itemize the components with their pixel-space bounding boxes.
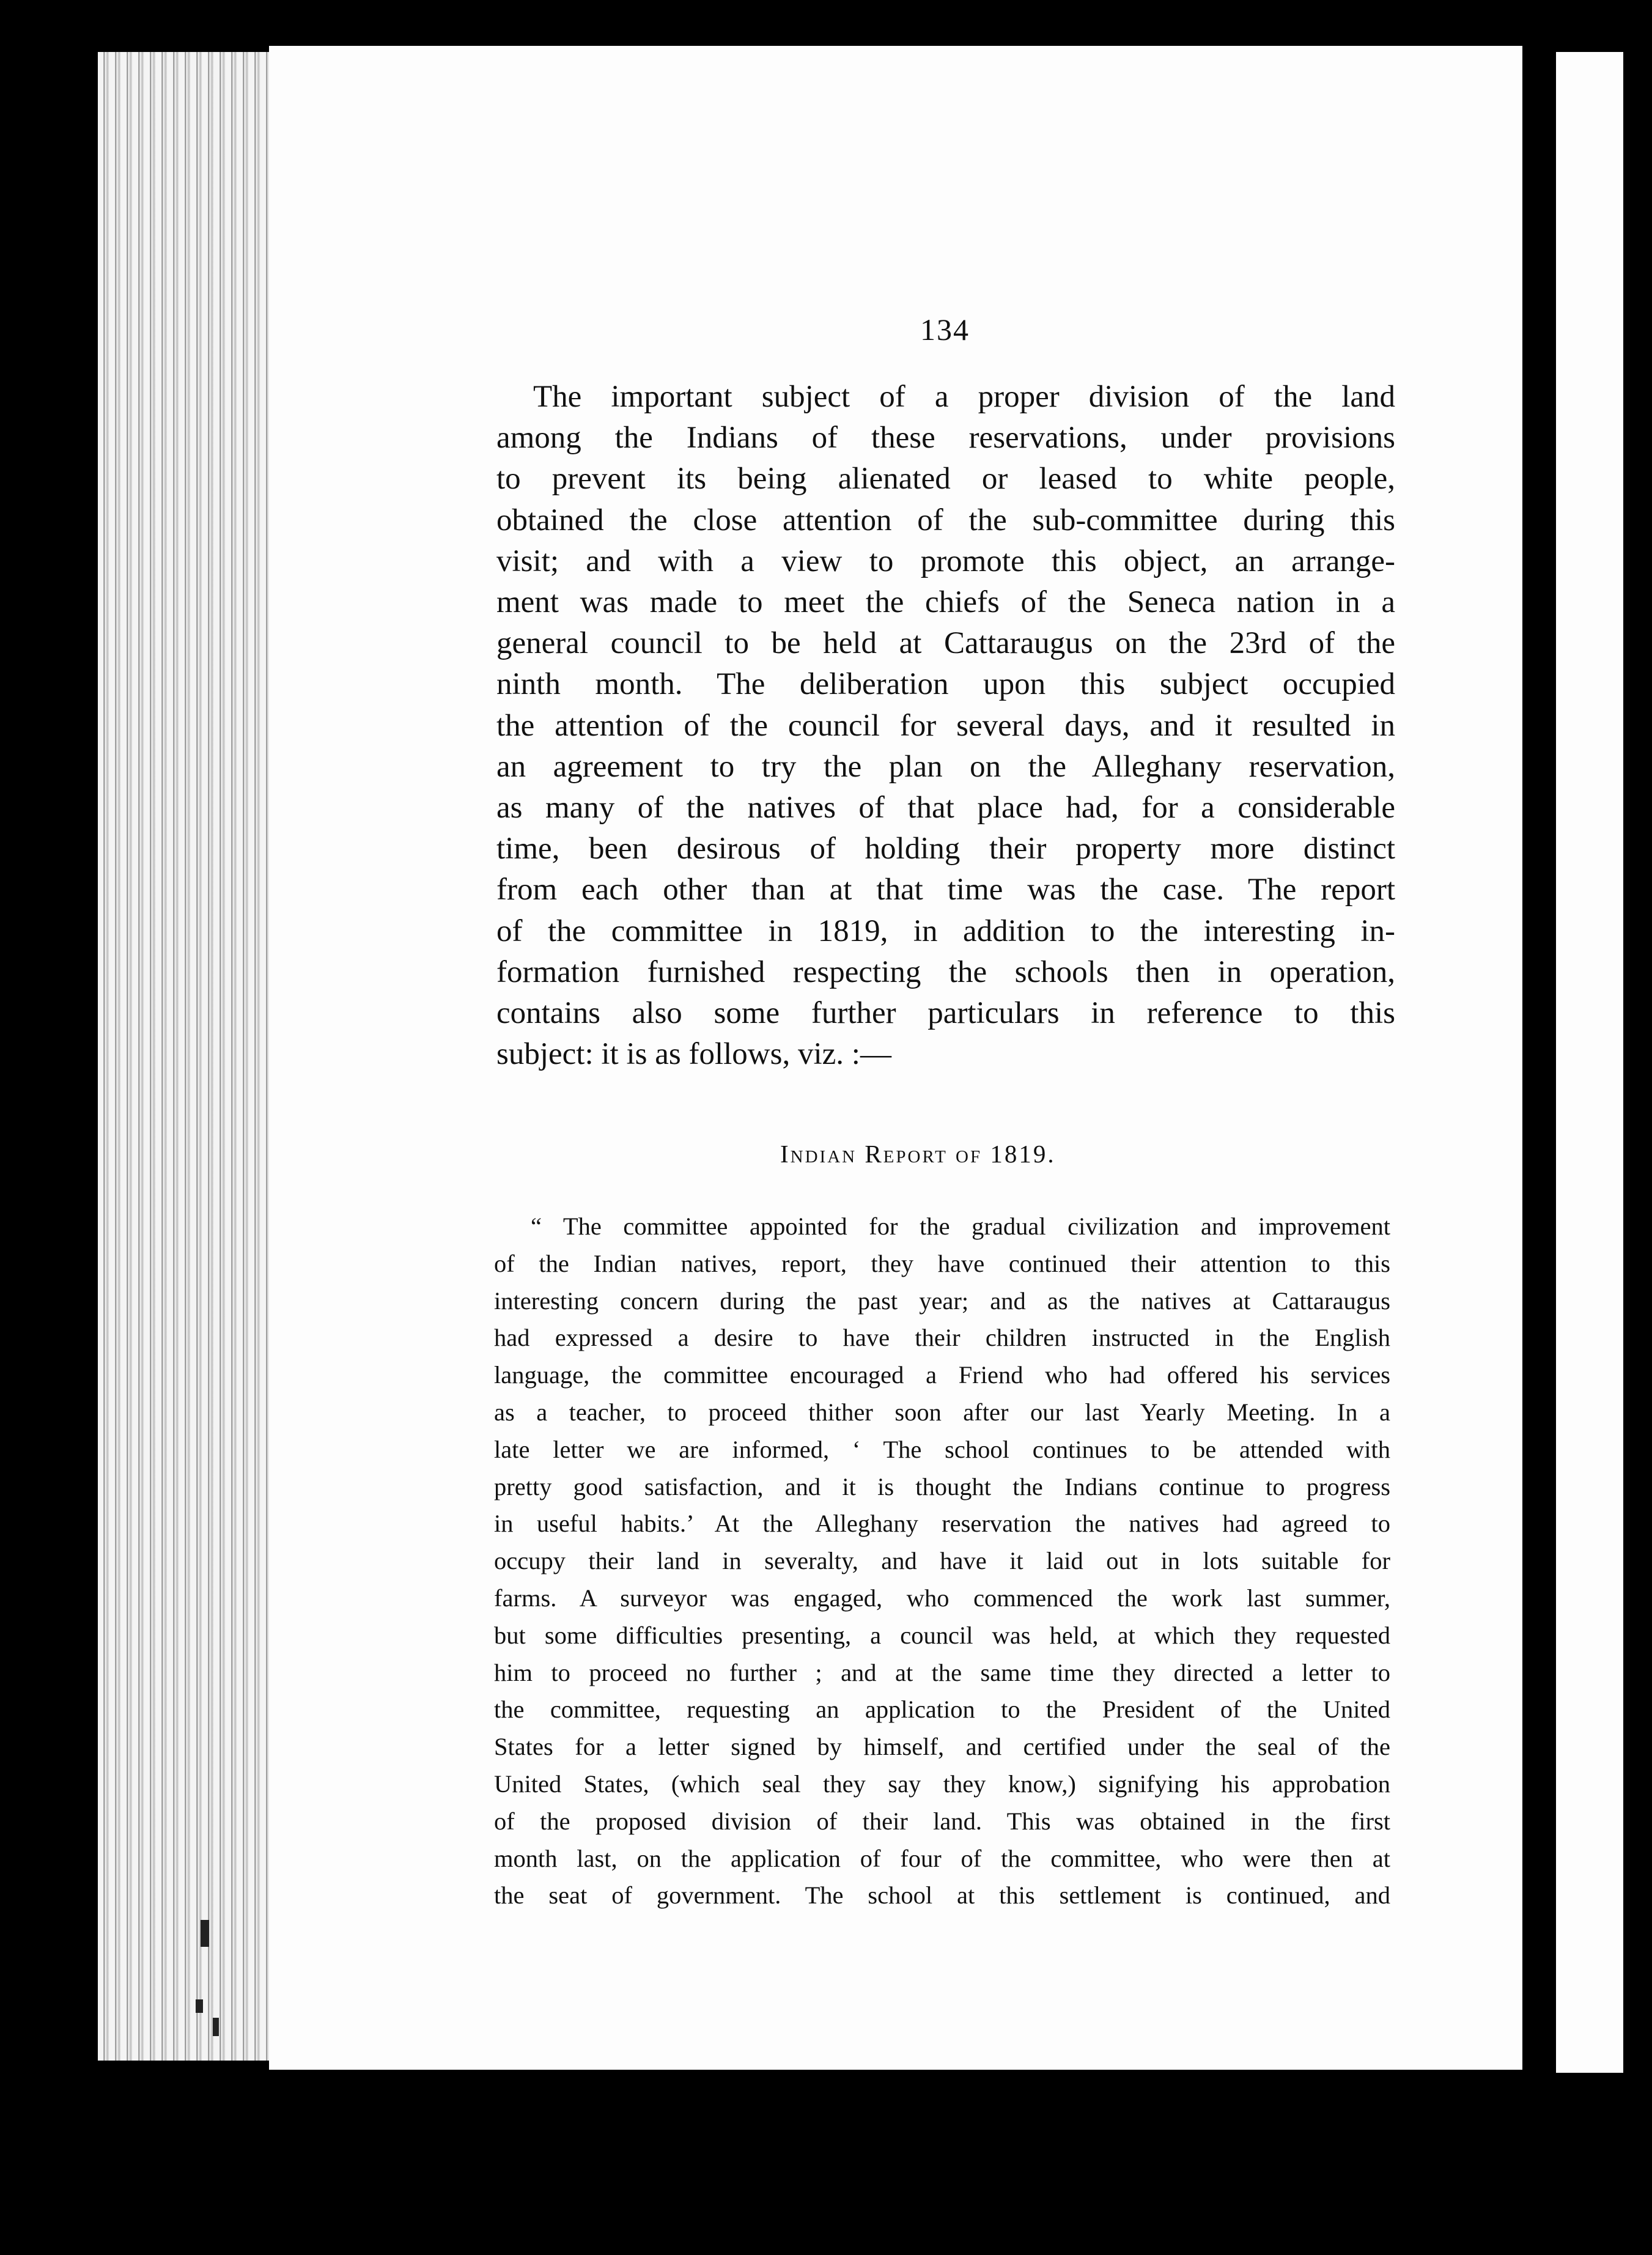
text-line: of the proposed division of their land. This was obtained in the first <box>494 1807 1390 1835</box>
text-line: time, been desirous of holding their property more distinct <box>496 832 1395 866</box>
text-line: States for a letter signed by himself, and certified under the seal of the <box>494 1733 1390 1761</box>
text-line: from each other than at that time was the case. The report <box>496 873 1395 907</box>
text-line: general council to be held at Cattaraugus on the 23rd of the <box>496 626 1395 661</box>
text-line: formation furnished respecting the schools then in operation, <box>496 954 1395 989</box>
text-line: contains also some further particulars in reference to this <box>496 996 1395 1031</box>
text-line: month last, on the application of four of the committee, who were then at <box>494 1844 1390 1872</box>
text-line: but some difficulties presenting, a council was held, at which they requested <box>494 1621 1390 1649</box>
text-line: farms. A surveyor was engaged, who commenced the work last summer, <box>494 1584 1390 1612</box>
text-line: had expressed a desire to have their children instructed in the English <box>494 1324 1390 1352</box>
text-line: pretty good satisfaction, and it is thought the Indians continue to progress <box>494 1472 1390 1500</box>
text-line: of the Indian natives, report, they have continued their attention to this <box>494 1249 1390 1277</box>
text-line: “ The committee appointed for the gradual civilization and improvement <box>531 1212 1390 1240</box>
text-line: an agreement to try the plan on the Alleghany reservation, <box>496 749 1395 784</box>
text-line: United States, (which seal they say they know,) signifying his approbation <box>494 1770 1390 1798</box>
text-line: the seat of government. The school at this settlement is continued, and <box>494 1881 1390 1910</box>
text-line: ninth month. The deliberation upon this subject occupied <box>496 667 1395 702</box>
text-line: the committee, requesting an application to the President of the United <box>494 1696 1390 1724</box>
text-line: obtained the close attention of the sub-committee during this <box>496 503 1395 537</box>
text-line: as many of the natives of that place had, for a considerable <box>496 791 1395 825</box>
text-line: as a teacher, to proceed thither soon after our last Yearly Meeting. In a <box>494 1398 1390 1426</box>
report-quotation <box>494 1208 1390 1914</box>
text-line: language, the committee encouraged a Friend who had offered his services <box>494 1361 1390 1389</box>
text-line: among the Indians of these reservations, under provisions <box>496 421 1395 456</box>
binding-mark <box>213 2018 219 2036</box>
text-line: late letter we are informed, ‘ The school continues to be attended with <box>494 1435 1390 1463</box>
text-line: The important subject of a proper division of the land <box>533 380 1395 414</box>
text-line: ment was made to meet the chiefs of the Seneca nation in a <box>496 585 1395 620</box>
page-number: 134 <box>920 312 970 347</box>
text-line: of the committee in 1819, in addition to the interesting in- <box>496 913 1395 948</box>
text-line: interesting concern during the past year; and as the natives at Cattaraugus <box>494 1286 1390 1315</box>
text-line: subject: it is as follows, viz. :— <box>496 1037 891 1072</box>
text-line: visit; and with a view to promote this object, an arrange- <box>496 544 1395 578</box>
binding-mark <box>201 1920 209 1947</box>
text-line: him to proceed no further ; and at the same time they directed a letter to <box>494 1658 1390 1686</box>
text-line: the attention of the council for several days, and it resulted in <box>496 708 1395 743</box>
binding-mark <box>196 1999 203 2013</box>
page-edges-binding <box>98 52 269 2061</box>
text-line: to prevent its being alienated or leased to white people, <box>496 462 1395 496</box>
text-line: in useful habits.’ At the Alleghany reservation the natives had agreed to <box>494 1510 1390 1538</box>
body-paragraph <box>496 377 1395 1075</box>
text-line: occupy their land in severalty, and have it laid out in lots suitable for <box>494 1547 1390 1575</box>
section-heading: Indian Report of 1819. <box>780 1140 1056 1168</box>
facing-page-edge <box>1556 52 1623 2073</box>
